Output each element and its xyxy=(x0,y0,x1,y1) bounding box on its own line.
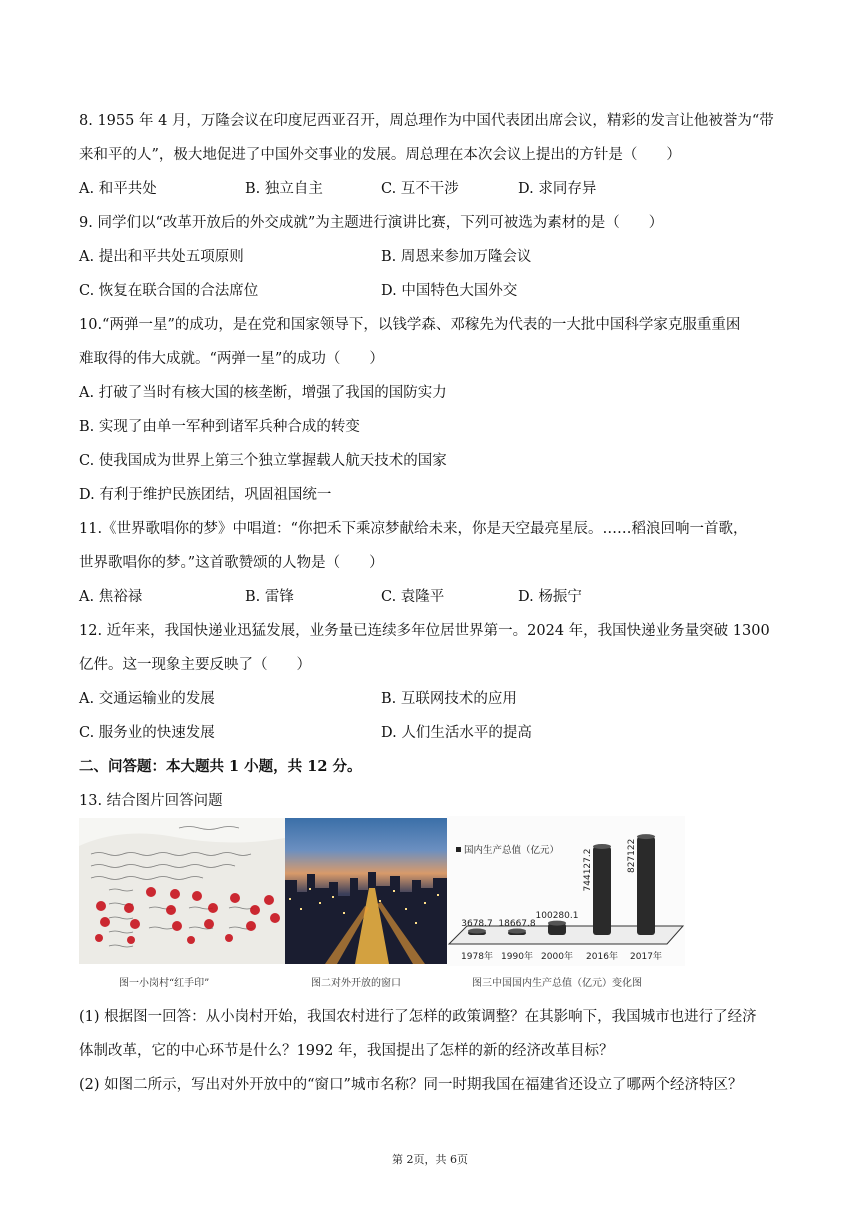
q11-option-a: A. 焦裕禄 xyxy=(79,589,143,605)
q13-sub2-line1: (2) 如图二所示，写出对外开放中的“窗口”城市名称？同一时期我国在福建省还设立了哪两个经济特区？ xyxy=(79,1077,743,1093)
chart-data-label: 100280.1 xyxy=(535,911,579,922)
q8-option-d: D. 求同存异 xyxy=(518,181,597,197)
figure-city-skyline-photo xyxy=(285,818,447,964)
q11-option-d: D. 杨振宁 xyxy=(518,589,582,605)
q9-option-c: C. 恢复在联合国的合法席位 xyxy=(79,283,259,299)
q9-line1: 9. 同学们以“改革开放后的外交成就”为主题进行演讲比赛，下列可被选为素材的是（ ） xyxy=(79,215,664,231)
figure-red-handprint-photo xyxy=(79,818,285,964)
q9-option-a: A. 提出和平共处五项原则 xyxy=(79,249,244,265)
q8-option-b: B. 独立自主 xyxy=(245,181,323,197)
q8-option-c: C. 互不干涉 xyxy=(381,181,459,197)
q10-line2: 难取得的伟大成就。“两弹一星”的成功（ ） xyxy=(79,351,384,367)
q12-option-c: C. 服务业的快速发展 xyxy=(79,725,215,741)
q10-option-c: C. 使我国成为世界上第三个独立掌握载人航天技术的国家 xyxy=(79,453,447,469)
chart-bar xyxy=(637,837,655,935)
chart-bar-top xyxy=(637,834,655,839)
fig3-caption: 图三中国国内生产总值（亿元）变化图 xyxy=(472,978,642,989)
q13-sub1-line2: 体制改革，它的中心环节是什么？1992 年，我国提出了怎样的新的经济改革目标？ xyxy=(79,1043,614,1059)
q9-option-b: B. 周恩来参加万隆会议 xyxy=(381,249,532,265)
figure-group xyxy=(79,816,685,992)
chart-category-label: 2017年 xyxy=(630,952,662,962)
page-footer: 第 2页，共 6页 xyxy=(392,1153,468,1166)
q12-line1: 12. 近年来，我国快递业迅猛发展，业务量已连续多年位居世界第一。2024 年，我国快递业务量突破 1300 xyxy=(79,623,770,639)
chart-bar-top xyxy=(508,929,526,934)
q10-option-d: D. 有利于维护民族团结，巩固祖国统一 xyxy=(79,487,332,503)
q11-option-c: C. 袁隆平 xyxy=(381,589,445,605)
fig1-caption: 图一小岗村“红手印” xyxy=(119,978,210,989)
q11-line1: 11.《世界歌唱你的梦》中唱道：“你把禾下乘凉梦献给未来，你是天空最亮星辰。……稻浪回响一首歌， xyxy=(79,521,748,537)
chart-bar-top xyxy=(593,844,611,849)
q11-line2: 世界歌唱你的梦。”这首歌赞颂的人物是（ ） xyxy=(79,555,384,571)
q8-line1: 8. 1955 年 4 月，万隆会议在印度尼西亚召开，周总理作为中国代表团出席会议，精彩的发言让他被誉为“带 xyxy=(79,113,774,129)
figure-gdp-chart xyxy=(447,816,685,966)
gdp-bar-chart xyxy=(447,816,685,966)
q12-option-b: B. 互联网技术的应用 xyxy=(381,691,517,707)
chart-data-label: 744127.2 xyxy=(583,848,593,892)
legend-swatch xyxy=(456,847,461,852)
chart-data-label: 827122 xyxy=(627,838,637,874)
q10-option-b: B. 实现了由单一军种到诸军兵种合成的转变 xyxy=(79,419,360,435)
chart-category-label: 2016年 xyxy=(586,952,618,962)
q12-line2: 亿件。这一现象主要反映了（ ） xyxy=(79,657,311,673)
chart-category-label: 1978年 xyxy=(461,952,493,962)
section-heading: 二、问答题：本大题共 1 小题，共 12 分。 xyxy=(79,758,362,775)
q12-option-a: A. 交通运输业的发展 xyxy=(79,691,215,707)
fig2-caption: 图二对外开放的窗口 xyxy=(311,978,401,989)
chart-category-label: 2000年 xyxy=(541,952,573,962)
q13-sub1-line1: (1) 根据图一回答：从小岗村开始，我国农村进行了怎样的政策调整？在其影响下，我国城市也进行了经济 xyxy=(79,1009,757,1025)
city-skyline-illustration xyxy=(285,818,447,964)
q13-title: 13. 结合图片回答问题 xyxy=(79,793,223,809)
chart-data-label: 3678.7 xyxy=(461,919,493,929)
chart-data-label: 18667.8 xyxy=(498,919,536,929)
q10-option-a: A. 打破了当时有核大国的核垄断，增强了我国的国防实力 xyxy=(79,385,447,401)
q11-option-b: B. 雷锋 xyxy=(245,589,294,605)
chart-category-label: 1990年 xyxy=(501,952,533,962)
q8-line2: 来和平的人”，极大地促进了中国外交事业的发展。周总理在本次会议上提出的方针是（ ） xyxy=(79,147,681,163)
handprint-document-illustration xyxy=(79,818,285,964)
chart-bar-top xyxy=(468,929,486,934)
chart-bar-top xyxy=(548,921,566,926)
q10-line1: 10.“两弹一星”的成功，是在党和国家领导下，以钱学森、邓稼先为代表的一大批中国科学家克服重重困 xyxy=(79,317,741,333)
q9-option-d: D. 中国特色大国外交 xyxy=(381,283,518,299)
chart-bar xyxy=(593,847,611,935)
q8-option-a: A. 和平共处 xyxy=(79,181,157,197)
q12-option-d: D. 人们生活水平的提高 xyxy=(381,725,532,741)
chart-title: 国内生产总值（亿元） xyxy=(464,845,560,856)
